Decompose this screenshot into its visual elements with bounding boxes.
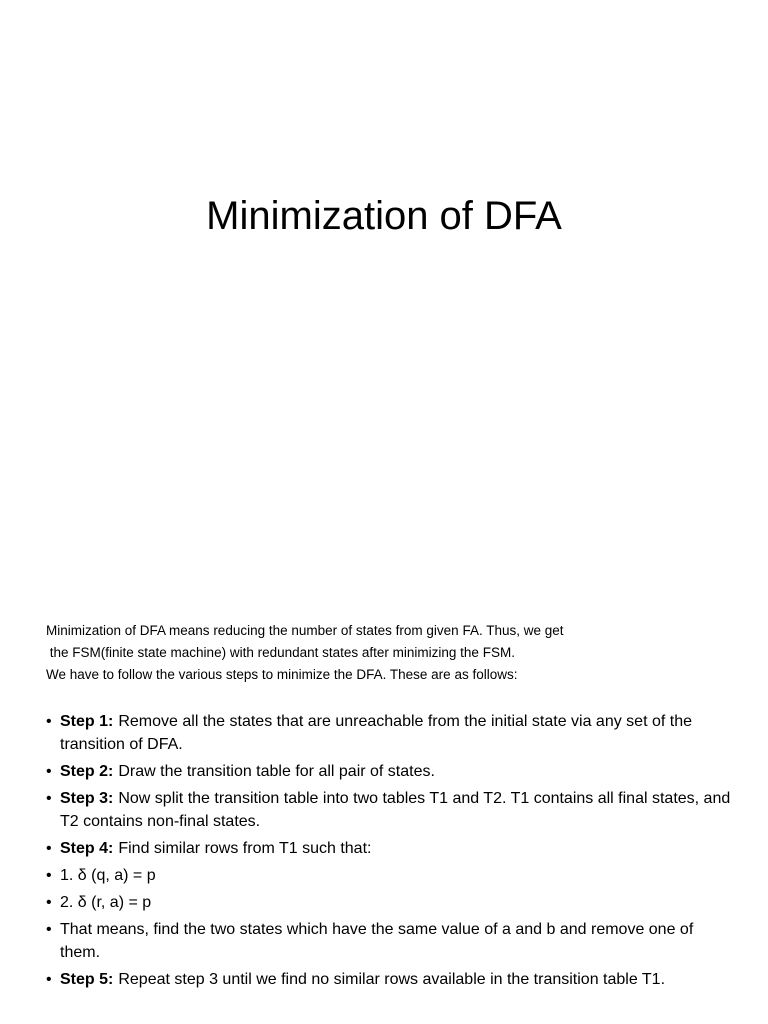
bullet-icon: • <box>46 971 52 988</box>
intro-line: the FSM(finite state machine) with redundant states after minimizing the FSM. <box>46 645 515 660</box>
bullet-icon: • <box>46 763 52 780</box>
bullet-icon: • <box>46 790 52 807</box>
list-item <box>46 968 736 991</box>
step-text: 1. δ (q, a) = p <box>60 867 156 884</box>
list-item <box>46 918 736 964</box>
list-item <box>46 891 736 914</box>
bullet-icon: • <box>46 921 52 938</box>
list-item <box>46 837 736 860</box>
step-label: Step 3: <box>60 790 114 807</box>
bullet-icon: • <box>46 894 52 911</box>
intro-paragraph <box>46 620 746 686</box>
bullet-icon: • <box>46 840 52 857</box>
intro-line: We have to follow the various steps to minimize the DFA. These are as follows: <box>46 667 518 682</box>
bullet-icon: • <box>46 867 52 884</box>
steps-list <box>46 710 736 995</box>
page-title: Minimization of DFA <box>206 194 562 238</box>
step-label: Step 4: <box>60 840 114 857</box>
step-text: That means, find the two states which have the same value of a and b and remove one of them. <box>60 921 694 961</box>
list-item <box>46 864 736 887</box>
list-item <box>46 787 736 833</box>
step-text: Find similar rows from T1 such that: <box>118 840 372 857</box>
step-text: Repeat step 3 until we find no similar rows available in the transition table T1. <box>118 971 666 988</box>
intro-line: Minimization of DFA means reducing the number of states from given FA. Thus, we get <box>46 623 564 638</box>
step-label: Step 5: <box>60 971 114 988</box>
step-label: Step 2: <box>60 763 114 780</box>
step-text: Now split the transition table into two tables T1 and T2. T1 contains all final states, and T2 contains non-final states. <box>60 790 731 830</box>
list-item <box>46 710 736 756</box>
list-item <box>46 760 736 783</box>
step-label: Step 1: <box>60 713 114 730</box>
bullet-icon: • <box>46 713 52 730</box>
step-text: Remove all the states that are unreachable from the initial state via any set of the transition of DFA. <box>60 713 692 753</box>
step-text: Draw the transition table for all pair of states. <box>118 763 435 780</box>
step-text: 2. δ (r, a) = p <box>60 894 152 911</box>
